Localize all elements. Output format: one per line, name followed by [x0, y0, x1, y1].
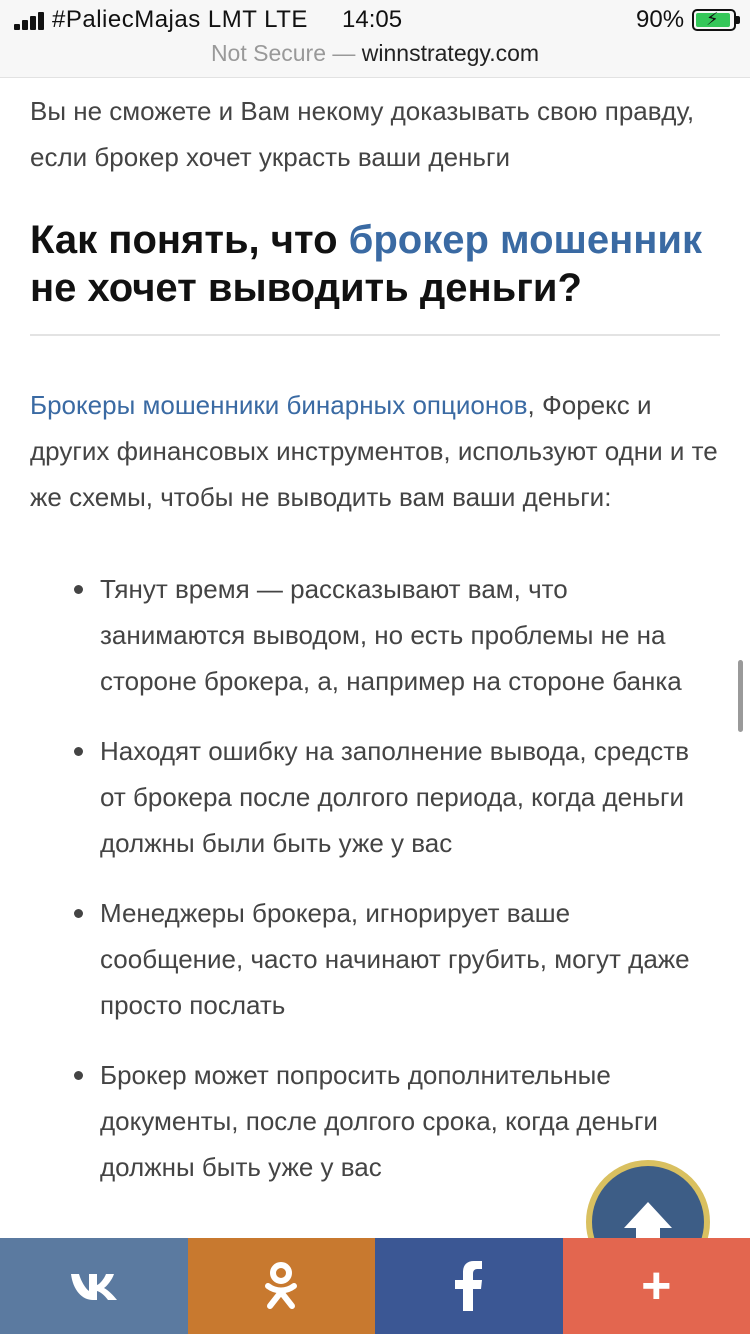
list-item — [30, 890, 720, 1028]
share-facebook-button[interactable] — [375, 1238, 563, 1334]
heading-text-start: Как понять, что — [30, 218, 349, 262]
battery-charging-icon: ⚡ — [692, 9, 736, 31]
share-more-button[interactable] — [563, 1238, 750, 1334]
page-scrollbar[interactable] — [738, 660, 743, 732]
url-bar[interactable] — [0, 40, 750, 72]
heading-divider — [30, 334, 720, 336]
clock: 14:05 — [342, 6, 403, 33]
plus-icon: + — [641, 1257, 672, 1315]
list-item-text: Брокер может попросить дополнительные документы, после долгого срока, когда деньги должны быть уже у вас — [100, 1060, 658, 1182]
heading-text-end: не хочет выводить деньги? — [30, 266, 582, 310]
odnoklassniki-icon — [264, 1261, 298, 1311]
list-item — [30, 728, 720, 866]
url-domain: winnstrategy.com — [361, 40, 540, 66]
share-vk-button[interactable] — [0, 1238, 188, 1334]
lead-paragraph — [30, 382, 720, 520]
status-bar — [0, 0, 750, 40]
article-content — [30, 88, 720, 1214]
list-item-text: Менеджеры брокера, игнорирует ваше сообщение, часто начинают грубить, могут даже просто послать — [100, 898, 690, 1020]
list-item-text: Тянут время — рассказывают вам, что занимаются выводом, но есть проблемы не на стороне брокера, а, например на стороне банка — [100, 574, 682, 696]
security-label: Not Secure — — [210, 40, 356, 66]
facebook-icon — [455, 1261, 483, 1311]
carrier-name: #PaliecMajas LMT LTE — [52, 6, 308, 33]
vk-icon — [69, 1271, 119, 1301]
browser-top-bar — [0, 0, 750, 78]
intro-paragraph: Вы не сможете и Вам некому доказывать свою правду, если брокер хочет украсть ваши деньги — [30, 96, 695, 172]
signal-strength-icon — [14, 12, 50, 30]
bullet-icon — [74, 747, 83, 756]
bullet-icon — [74, 585, 83, 594]
list-item-text: Находят ошибку на заполнение вывода, средств от брокера после долгого периода, когда деньги должны были быть уже у вас — [100, 736, 690, 858]
section-heading — [30, 216, 720, 312]
heading-highlight: брокер мошенник — [348, 218, 703, 262]
share-ok-button[interactable] — [188, 1238, 376, 1334]
share-bar — [0, 1238, 750, 1334]
bullet-icon — [74, 1071, 83, 1080]
battery-percent: 90% — [636, 6, 685, 33]
scam-brokers-link[interactable]: Брокеры мошенники бинарных опционов — [30, 390, 528, 420]
bullet-icon — [74, 909, 83, 918]
scheme-list — [30, 566, 720, 1190]
lead-text: , Форекс и других финансовых инструментов, используют одни и те же схемы, чтобы не выводить вам ваши деньги: — [30, 390, 718, 512]
list-item — [30, 566, 720, 704]
